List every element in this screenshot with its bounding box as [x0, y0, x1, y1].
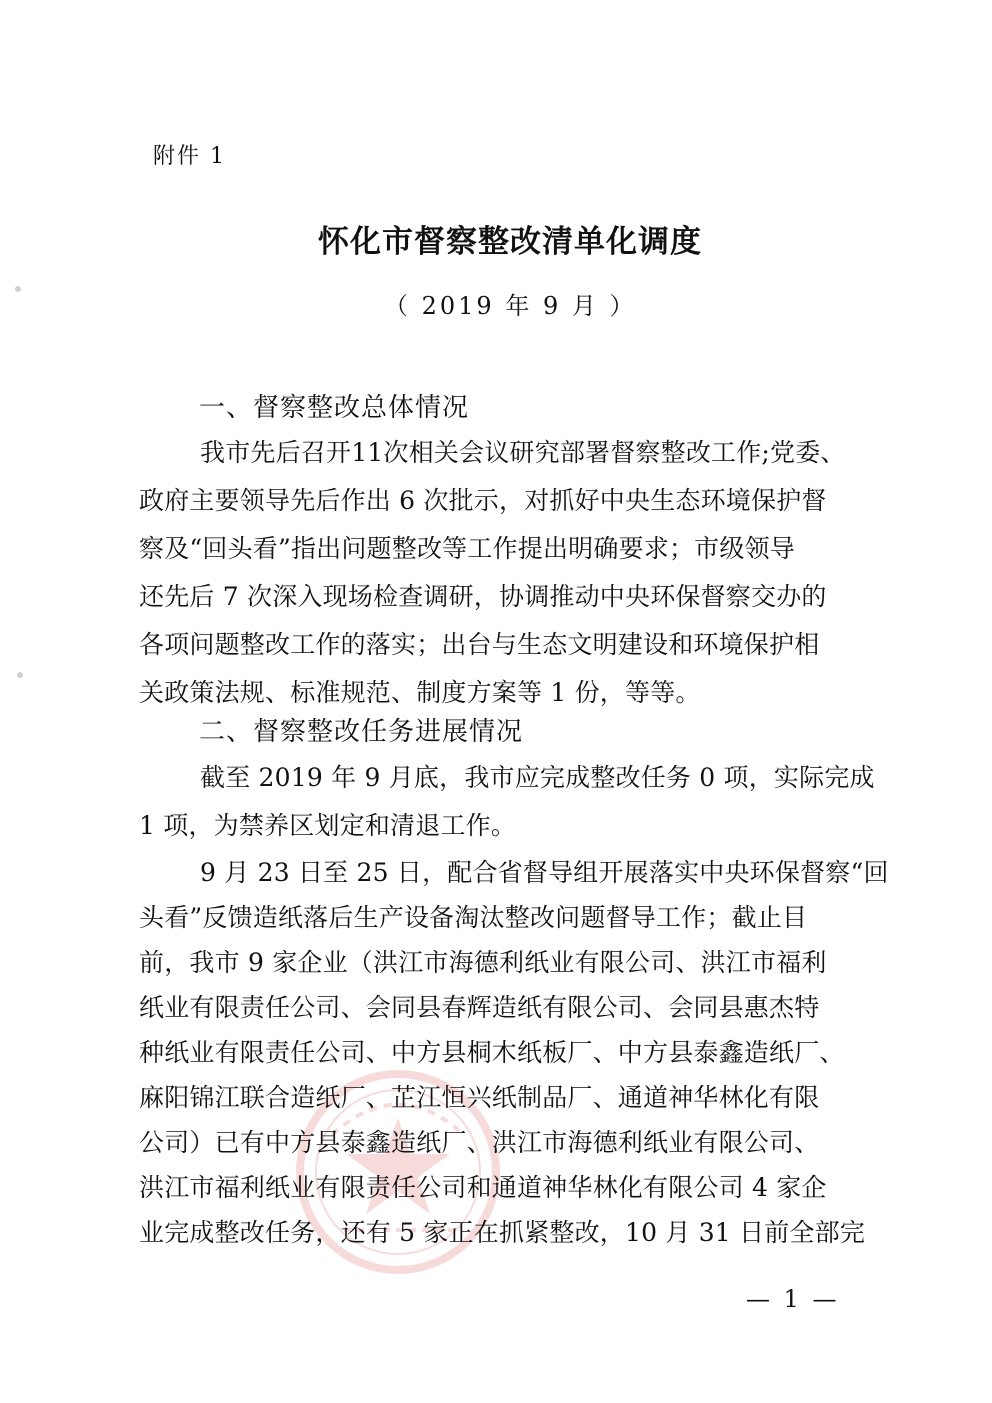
- paragraph-line: 政府主要领导先后作出 6 次批示，对抓好中央生态环境保护督: [139, 486, 827, 515]
- paragraph-line: 种纸业有限责任公司、中方县桐木纸板厂、中方县泰鑫造纸厂、: [139, 1038, 845, 1067]
- paragraph-line: 各项问题整改工作的落实；出台与生态文明建设和环境保护相: [139, 630, 820, 659]
- paragraph-line: 关政策法规、标准规范、制度方案等 1 份，等等。: [139, 678, 701, 707]
- paragraph-line: 头看”反馈造纸落后生产设备淘汰整改问题督导工作；截止目: [139, 903, 808, 932]
- paragraph-line: 麻阳锦江联合造纸厂、芷江恒兴纸制品厂、通道神华林化有限: [139, 1083, 820, 1112]
- paragraph-line: 纸业有限责任公司、会同县春辉造纸有限公司、会同县惠杰特: [139, 993, 820, 1022]
- scan-dust-mark: [17, 672, 23, 678]
- section-heading-overall: 一、督察整改总体情况: [199, 393, 470, 423]
- document-date: （ 2019 年 9 月 ）: [384, 292, 637, 320]
- annex-label: 附件 1: [153, 144, 226, 169]
- paragraph-line: 前，我市 9 家企业（洪江市海德利纸业有限公司、洪江市福利: [139, 948, 827, 977]
- paragraph-line: 公司）已有中方县泰鑫造纸厂、洪江市海德利纸业有限公司、: [139, 1128, 820, 1157]
- paragraph-line: 察及“回头看”指出问题整改等工作提出明确要求；市级领导: [139, 534, 795, 563]
- paragraph-line: 还先后 7 次深入现场检查调研，协调推动中央环保督察交办的: [139, 582, 827, 611]
- paragraph-line: 业完成整改任务，还有 5 家正在抓紧整改，10 月 31 日前全部完: [139, 1218, 866, 1247]
- section-heading-progress: 二、督察整改任务进展情况: [199, 717, 524, 747]
- paragraph-line: 9 月 23 日至 25 日，配合省督导组开展落实中央环保督察“回: [200, 858, 889, 887]
- paragraph-line: 截至 2019 年 9 月底，我市应完成整改任务 0 项，实际完成: [200, 763, 875, 792]
- document-title: 怀化市督察整改清单化调度: [318, 224, 702, 260]
- page-number: — 1 —: [746, 1285, 840, 1313]
- paragraph-line: 洪江市福利纸业有限责任公司和通道神华林化有限公司 4 家企: [139, 1173, 827, 1202]
- paragraph-line: 我市先后召开11次相关会议研究部署督察整改工作;党委、: [200, 438, 846, 467]
- scan-dust-mark: [15, 286, 21, 292]
- paragraph-line: 1 项，为禁养区划定和清退工作。: [139, 811, 517, 840]
